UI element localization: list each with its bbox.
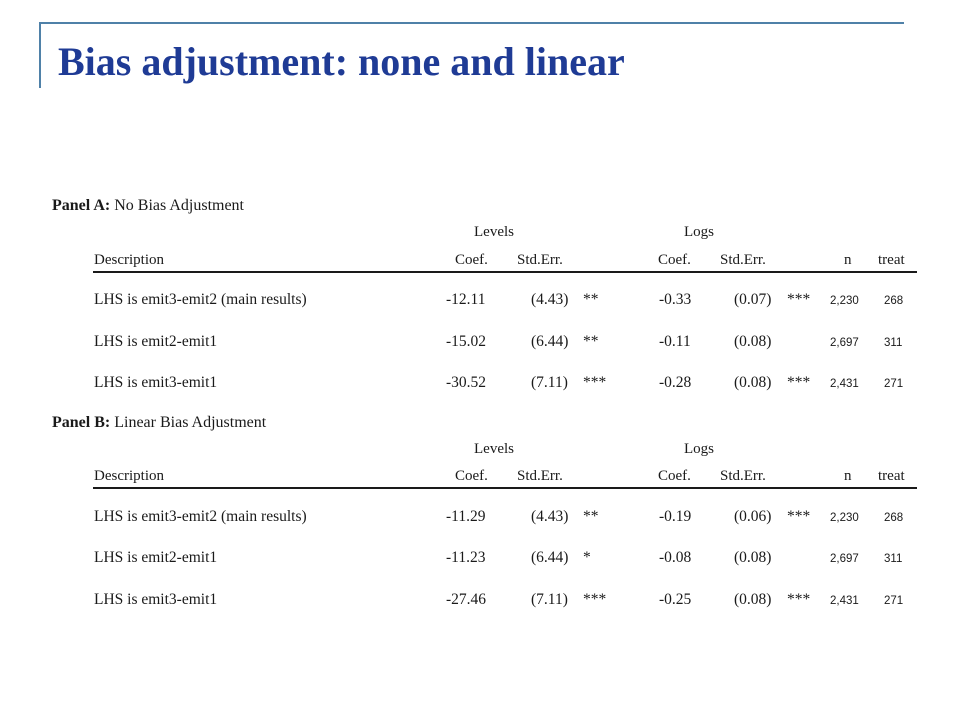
panel-b-row3-coef-logs: -0.25 xyxy=(659,591,692,608)
panel-a-row2-stderr-levels: (6.44) xyxy=(531,333,569,350)
panel-b-row1-sig-levels: ** xyxy=(583,508,599,525)
panel-a-row1-coef-logs: -0.33 xyxy=(659,291,692,308)
panel-a-label-bold: Panel A: xyxy=(52,197,111,214)
panel-b-row3-description: LHS is emit3-emit1 xyxy=(94,591,218,608)
panel-a-row2-stderr-logs: (0.08) xyxy=(734,333,772,350)
panel-a-row3-stderr-levels: (7.11) xyxy=(531,374,568,391)
panel-a-row2-description: LHS is emit2-emit1 xyxy=(94,333,218,350)
panel-b-row1-sig-logs: *** xyxy=(787,508,811,525)
panel-b-label-text: Linear Bias Adjustment xyxy=(110,414,267,431)
panel-b-row3-sig-levels: *** xyxy=(583,591,607,608)
panel-b-label-bold: Panel B: xyxy=(52,414,111,431)
panel-b-row1-stderr-logs: (0.06) xyxy=(734,508,772,525)
title-frame-vertical xyxy=(39,22,41,88)
panel-b-row3-stderr-levels: (7.11) xyxy=(531,591,568,608)
panel-b-row3-treat: 271 xyxy=(884,595,904,607)
panel-a-row3-n: 2,431 xyxy=(830,378,859,390)
panel-a-header-coef-levels: Coef. xyxy=(455,252,488,268)
panel-b-row2-sig-levels: * xyxy=(583,549,591,566)
panel-a-header-n: n xyxy=(844,252,852,268)
panel-a-group-levels: Levels xyxy=(474,224,514,240)
panel-a-row3-coef-levels: -30.52 xyxy=(446,374,487,391)
panel-b-row2-treat: 311 xyxy=(884,553,903,565)
panel-a-row3-description: LHS is emit3-emit1 xyxy=(94,374,218,391)
panel-b-label xyxy=(52,414,266,432)
panel-a-row3-treat: 271 xyxy=(884,378,904,390)
panel-a-label xyxy=(52,197,244,215)
panel-b-row2-n: 2,697 xyxy=(830,553,859,565)
panel-b-group-levels: Levels xyxy=(474,441,514,457)
panel-b-row3-n: 2,431 xyxy=(830,595,859,607)
panel-b-header-stderr-logs: Std.Err. xyxy=(720,468,766,484)
panel-b-row1-n: 2,230 xyxy=(830,512,859,524)
panel-b-row3-stderr-logs: (0.08) xyxy=(734,591,772,608)
panel-b-row1-coef-levels: -11.29 xyxy=(446,508,486,525)
panel-a-row2-treat: 311 xyxy=(884,337,903,349)
panel-a-header-treat: treat xyxy=(878,252,905,268)
panel-a-row1-n: 2,230 xyxy=(830,295,859,307)
panel-b-row2-description: LHS is emit2-emit1 xyxy=(94,549,218,566)
panel-b-row3-sig-logs: *** xyxy=(787,591,811,608)
panel-a-header-coef-logs: Coef. xyxy=(658,252,691,268)
panel-b-row2-stderr-logs: (0.08) xyxy=(734,549,772,566)
panel-b-row2-coef-logs: -0.08 xyxy=(659,549,692,566)
panel-b-row1-stderr-levels: (4.43) xyxy=(531,508,569,525)
panel-a-row1-sig-levels: ** xyxy=(583,291,599,308)
panel-a-row1-sig-logs: *** xyxy=(787,291,811,308)
slide-title: Bias adjustment: none and linear xyxy=(58,39,625,84)
panel-a-row1-coef-levels: -12.11 xyxy=(446,291,486,308)
panel-a-row2-coef-logs: -0.11 xyxy=(659,333,691,350)
panel-a-header-stderr-levels: Std.Err. xyxy=(517,252,563,268)
panel-a-row3-sig-logs: *** xyxy=(787,374,811,391)
panel-a-header-rule xyxy=(93,271,917,273)
panel-a-row2-n: 2,697 xyxy=(830,337,859,349)
panel-b-header-treat: treat xyxy=(878,468,905,484)
panel-b-header-rule xyxy=(93,487,917,489)
panel-b-row2-coef-levels: -11.23 xyxy=(446,549,486,566)
panel-b-row1-coef-logs: -0.19 xyxy=(659,508,692,525)
panel-b-row2-stderr-levels: (6.44) xyxy=(531,549,569,566)
panel-a-row3-coef-logs: -0.28 xyxy=(659,374,692,391)
panel-b-group-logs: Logs xyxy=(684,441,714,457)
panel-a-row1-description: LHS is emit3-emit2 (main results) xyxy=(94,291,307,308)
title-frame-horizontal xyxy=(39,22,904,24)
panel-a-row1-stderr-logs: (0.07) xyxy=(734,291,772,308)
panel-a-row3-sig-levels: *** xyxy=(583,374,607,391)
panel-b-row1-description: LHS is emit3-emit2 (main results) xyxy=(94,508,307,525)
panel-a-row2-sig-levels: ** xyxy=(583,333,599,350)
panel-a-row1-stderr-levels: (4.43) xyxy=(531,291,569,308)
panel-a-row3-stderr-logs: (0.08) xyxy=(734,374,772,391)
panel-a-header-stderr-logs: Std.Err. xyxy=(720,252,766,268)
panel-a-header-description: Description xyxy=(94,252,164,268)
panel-a-row1-treat: 268 xyxy=(884,295,904,307)
panel-b-row1-treat: 268 xyxy=(884,512,904,524)
panel-b-header-n: n xyxy=(844,468,852,484)
panel-a-group-logs: Logs xyxy=(684,224,714,240)
panel-b-header-description: Description xyxy=(94,468,164,484)
panel-b-header-stderr-levels: Std.Err. xyxy=(517,468,563,484)
panel-a-label-text: No Bias Adjustment xyxy=(110,197,244,214)
panel-a-row2-coef-levels: -15.02 xyxy=(446,333,487,350)
panel-b-header-coef-logs: Coef. xyxy=(658,468,691,484)
panel-b-row3-coef-levels: -27.46 xyxy=(446,591,487,608)
panel-b-header-coef-levels: Coef. xyxy=(455,468,488,484)
